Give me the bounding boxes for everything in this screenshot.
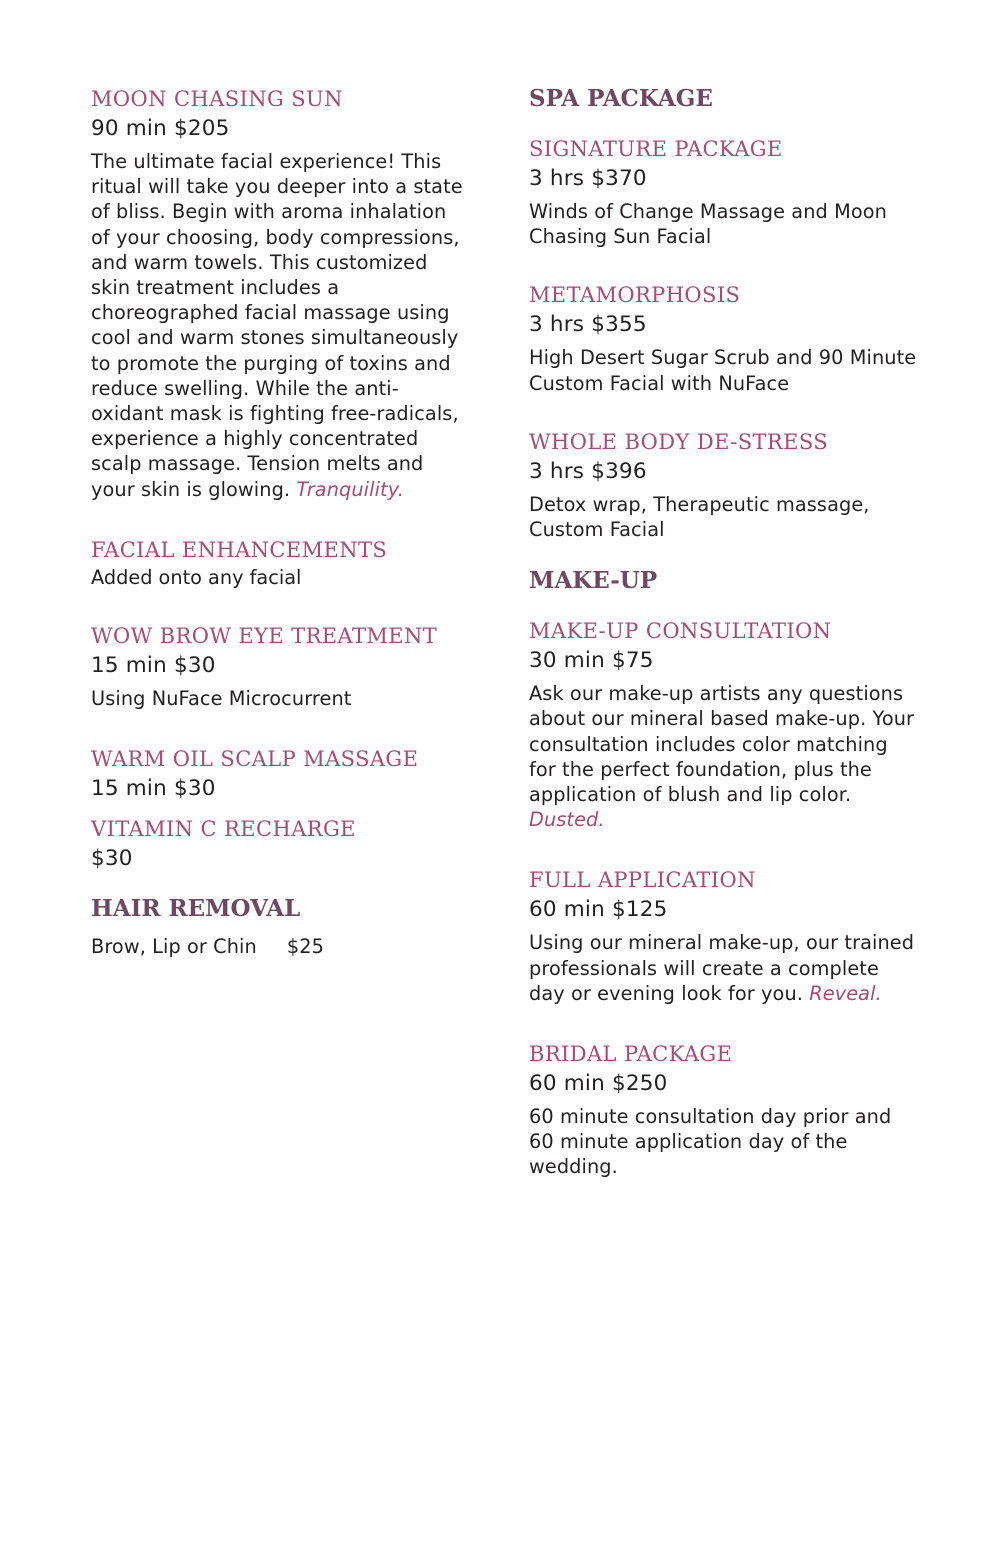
item-price: 15 min $30 [91, 776, 216, 802]
description-text: Using our mineral make-up, our trained professionals will create a complete day or evening look for you. [529, 931, 915, 1005]
item-title: FACIAL ENHANCEMENTS [91, 537, 388, 562]
item-description [529, 930, 919, 1006]
left-column [91, 84, 463, 959]
section-title: MAKE-UP [529, 567, 658, 595]
item-description: High Desert Sugar Scrub and 90 Minute Custom Facial with NuFace [529, 346, 917, 395]
bridal-package-item [529, 1039, 919, 1180]
item-title: MAKE-UP CONSULTATION [529, 619, 832, 644]
facial-enhancements-header [91, 535, 463, 590]
wow-brow-item [91, 621, 463, 711]
item-title: VITAMIN C RECHARGE [91, 817, 356, 842]
vitamin-c-item [91, 814, 463, 874]
scalp-massage-item [91, 744, 463, 804]
makeup-consultation-item [529, 616, 919, 832]
item-title: FULL APPLICATION [529, 868, 756, 893]
item-title: WARM OIL SCALP MASSAGE [91, 747, 419, 772]
moon-chasing-sun-item [91, 84, 463, 502]
item-price: 60 min $125 [529, 897, 668, 923]
item-title: WHOLE BODY DE-STRESS [529, 429, 829, 454]
service-price: $25 [286, 935, 324, 959]
item-price: 60 min $250 [529, 1071, 668, 1097]
item-title: BRIDAL PACKAGE [529, 1042, 733, 1067]
description-text: Ask our make-up artists any questions about our mineral based make-up. Your consultation includes color matching for the perfect foundation, plus the application of blush and lip color. [529, 682, 915, 807]
item-price: 3 hrs $355 [529, 312, 647, 338]
item-price: $30 [91, 846, 133, 872]
tagline: Tranquility. [296, 477, 404, 501]
item-description: Winds of Change Massage and Moon Chasing Sun Facial [529, 200, 887, 249]
metamorphosis-item [529, 280, 919, 395]
item-price: 15 min $30 [91, 652, 216, 678]
description-text: The ultimate facial experience! This ritual will take you deeper into a state of bliss. Begin with aroma inhalation of your choosing, body compressions, and warm towels. This customized skin treatment includes a choreographed facial massage using cool and warm stones simultaneously to promote the purging of toxins and reduce swelling. While the anti-oxidant mask is fighting free-radicals, experience a highly concentrated scalp massage. Tension melts and your skin is glowing. [91, 150, 463, 501]
hair-removal-section [91, 894, 463, 959]
item-price: 3 hrs $370 [529, 166, 647, 191]
tagline: Reveal. [809, 981, 882, 1005]
hair-removal-row [91, 934, 463, 959]
right-column [529, 84, 919, 1180]
item-price: 3 hrs $396 [529, 458, 647, 484]
item-price: 90 min $205 [91, 116, 230, 141]
section-title: HAIR REMOVAL [91, 895, 301, 923]
item-title: WOW BROW EYE TREATMENT [91, 623, 438, 648]
section-title: SPA PACKAGE [529, 85, 713, 112]
full-application-item [529, 865, 919, 1006]
item-description [91, 149, 463, 502]
item-title: SIGNATURE PACKAGE [529, 137, 783, 161]
item-title: MOON CHASING SUN [91, 87, 343, 111]
item-note: Added onto any facial [91, 565, 302, 589]
item-title: METAMORPHOSIS [529, 283, 741, 308]
item-description: Using NuFace Microcurrent [91, 686, 352, 710]
signature-package-item [529, 134, 919, 249]
item-description: 60 minute consultation day prior and 60 minute application day of the wedding. [529, 1105, 892, 1179]
item-description [529, 681, 919, 832]
item-description: Detox wrap, Therapeutic massage, Custom Facial [529, 492, 870, 542]
service-name: Brow, Lip or Chin [91, 935, 257, 959]
tagline: Dusted. [529, 808, 605, 832]
whole-body-destress-item [529, 427, 919, 542]
item-price: 30 min $75 [529, 648, 654, 674]
